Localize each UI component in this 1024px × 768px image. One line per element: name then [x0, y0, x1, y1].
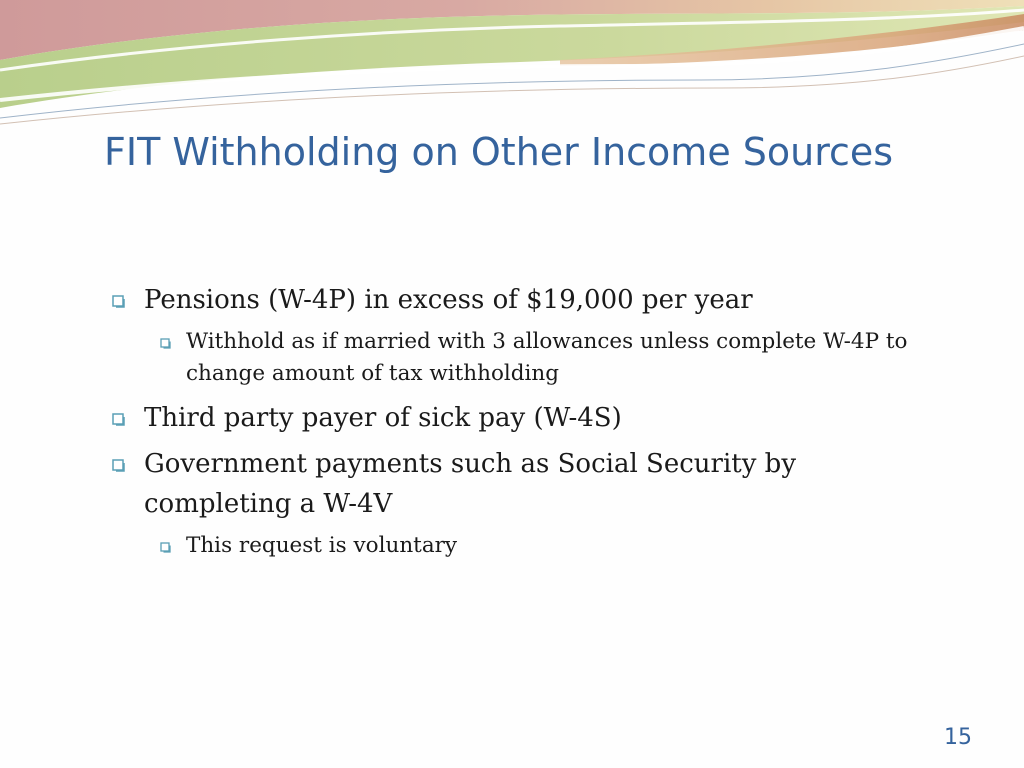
- bullet-text: Third party payer of sick pay (W-4S): [144, 403, 622, 433]
- bullet-item: [112, 280, 912, 320]
- hollow-square-bullet-icon: [112, 295, 125, 308]
- bullet-text: Pensions (W-4P) in excess of $19,000 per year: [144, 285, 753, 315]
- header-wave-decoration: [0, 0, 1024, 130]
- bullet-list: [112, 280, 912, 570]
- sub-bullet-item: [112, 530, 912, 562]
- slide-title: FIT Withholding on Other Income Sources: [104, 130, 894, 174]
- sub-bullet-item: [112, 326, 912, 390]
- hollow-square-bullet-icon: [112, 413, 125, 426]
- hollow-square-bullet-icon: [112, 459, 125, 472]
- bullet-item: [112, 398, 912, 438]
- bullet-item: [112, 444, 912, 524]
- page-number: 15: [944, 725, 972, 750]
- hollow-square-bullet-icon: [160, 542, 171, 553]
- hollow-square-bullet-icon: [160, 338, 171, 349]
- sub-bullet-text: Withhold as if married with 3 allowances unless complete W-4P to change amount of tax withholding: [186, 329, 908, 386]
- sub-bullet-text: This request is voluntary: [186, 533, 458, 558]
- bullet-text: Government payments such as Social Security by completing a W-4V: [144, 449, 797, 519]
